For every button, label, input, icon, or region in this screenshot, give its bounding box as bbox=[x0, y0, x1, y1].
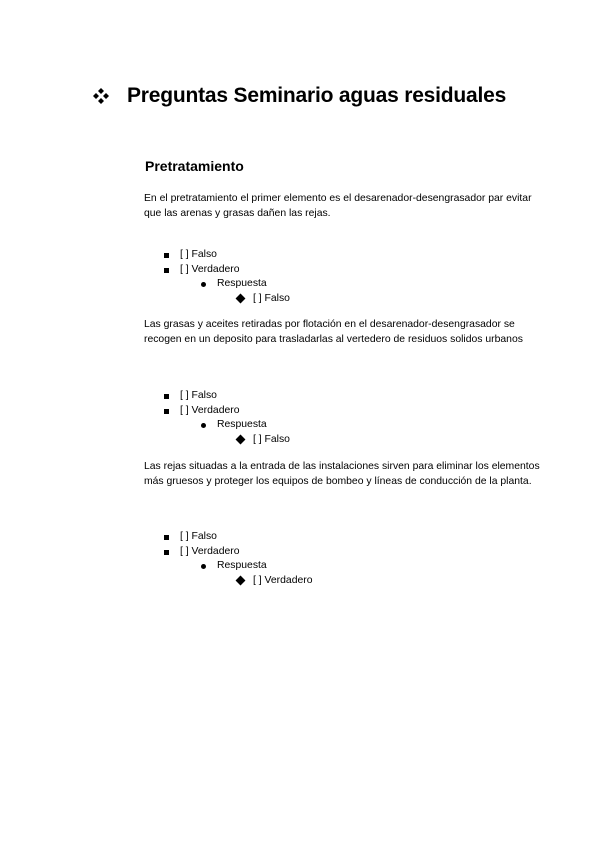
question-text: Las rejas situadas a la entrada de las instalaciones sirven para eliminar los elementos más gruesos y proteger los equipos de bombeo y líneas de conducción de la planta. bbox=[144, 461, 540, 487]
option-label: [ ] Falso bbox=[180, 531, 217, 542]
four-diamond-bullet-icon bbox=[92, 87, 110, 105]
answer-label: [ ] Verdadero bbox=[253, 574, 313, 586]
option-label: [ ] Verdadero bbox=[180, 263, 240, 275]
diamond-bullet-icon bbox=[236, 293, 246, 303]
main-title bbox=[92, 84, 506, 108]
response-label: Respuesta bbox=[217, 278, 267, 289]
round-bullet-icon bbox=[201, 564, 206, 569]
square-bullet-icon bbox=[164, 409, 169, 414]
response-label: Respuesta bbox=[217, 560, 267, 571]
option-label: [ ] Falso bbox=[180, 390, 217, 401]
square-bullet-icon bbox=[164, 253, 169, 258]
round-bullet-icon bbox=[201, 423, 206, 428]
section-title: Pretratamiento bbox=[145, 158, 244, 174]
option-label: [ ] Verdadero bbox=[180, 545, 240, 557]
page-title: Preguntas Seminario aguas residuales bbox=[127, 84, 507, 107]
option-label: [ ] Verdadero bbox=[180, 404, 240, 416]
round-bullet-icon bbox=[201, 282, 206, 287]
square-bullet-icon bbox=[164, 550, 169, 555]
diamond-bullet-icon bbox=[236, 575, 246, 585]
question-text: Las grasas y aceites retiradas por flotación en el desarenador-desengrasador se recogen en un deposito para trasladarlas al vertedero de residuos solidos urbanos bbox=[144, 319, 523, 345]
answer-label: [ ] Falso bbox=[253, 292, 290, 304]
diamond-bullet-icon bbox=[236, 434, 246, 444]
response-label: Respuesta bbox=[217, 419, 267, 430]
square-bullet-icon bbox=[164, 268, 169, 273]
question-text: En el pretratamiento el primer elemento es el desarenador-desengrasador par evitar que las arenas y grasas dañen las rejas. bbox=[144, 193, 532, 219]
answer-label: [ ] Falso bbox=[253, 433, 290, 445]
square-bullet-icon bbox=[164, 394, 169, 399]
square-bullet-icon bbox=[164, 535, 169, 540]
option-label: [ ] Falso bbox=[180, 249, 217, 260]
